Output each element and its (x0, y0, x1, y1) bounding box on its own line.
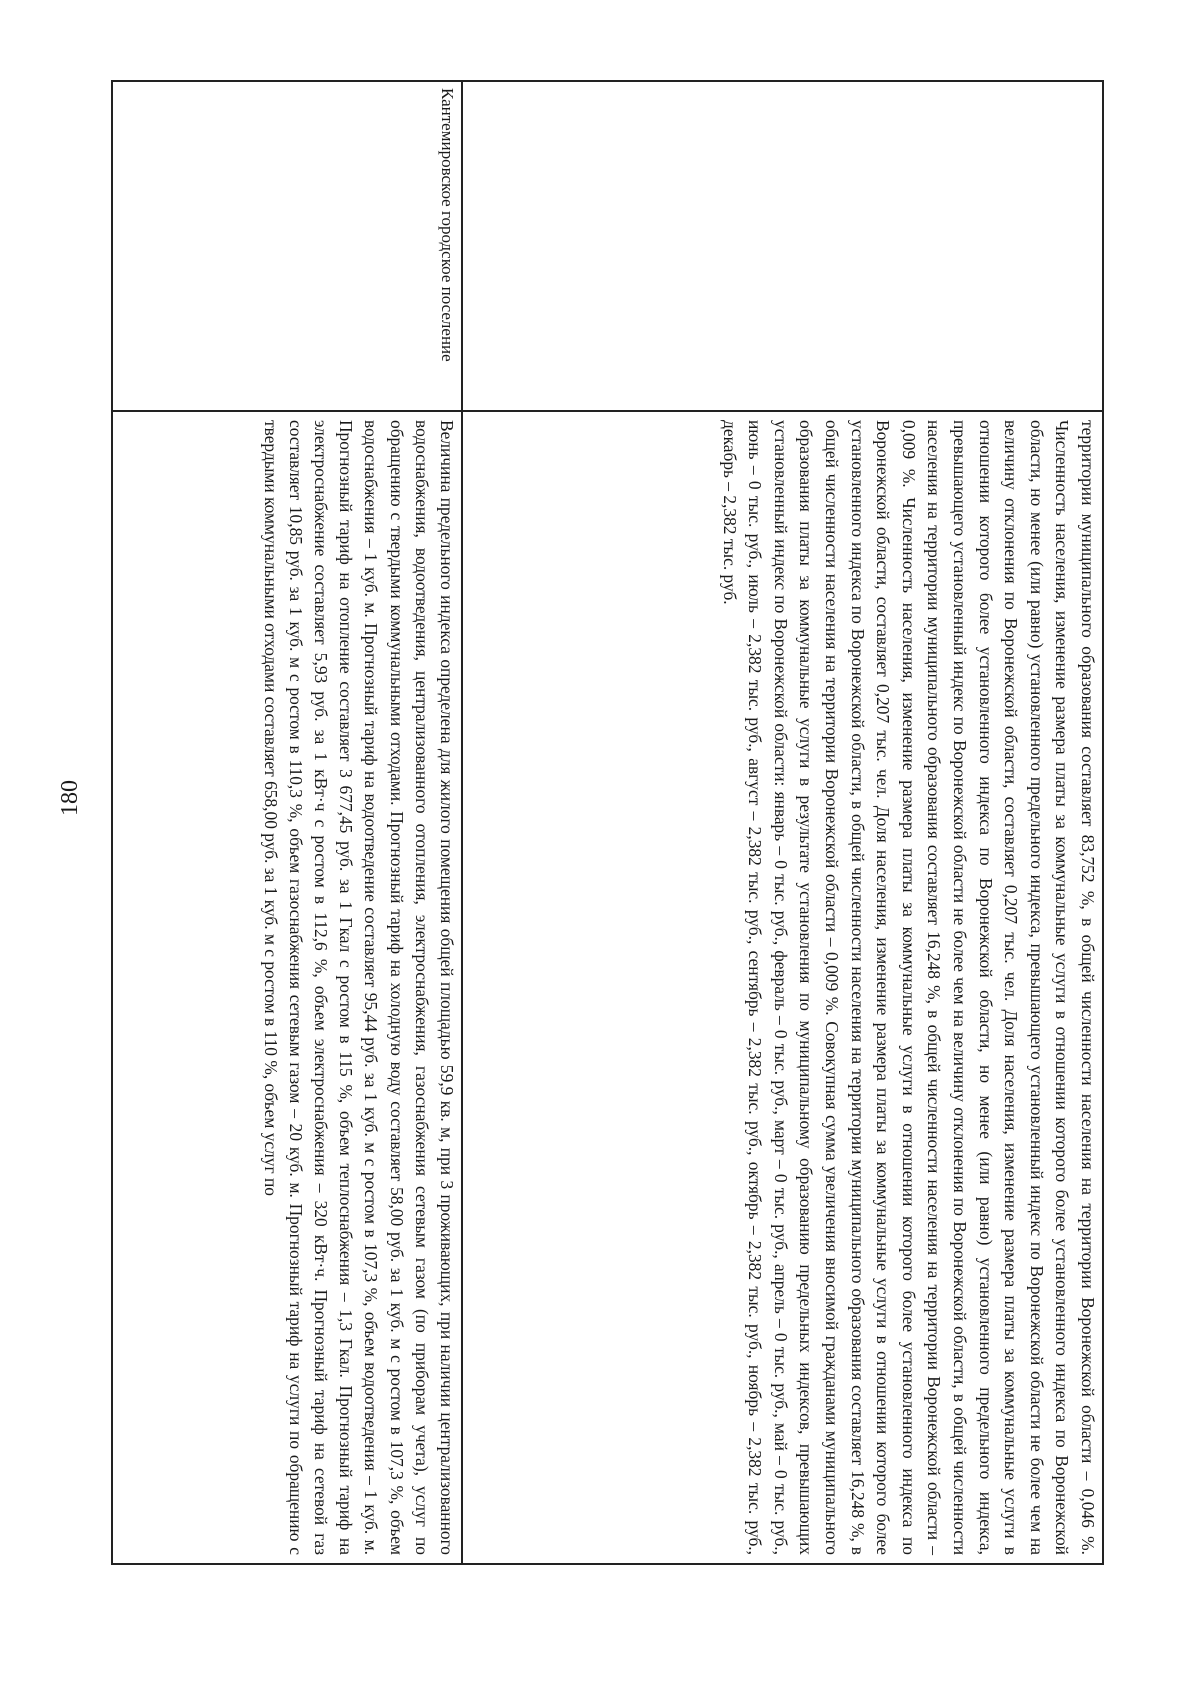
municipality-cell: Кантемировское городское поселение (113, 82, 461, 412)
table-row (113, 82, 461, 1563)
municipality-cell (463, 82, 1102, 412)
description-cell: территории муниципального образования составляет 83,752 %, в общей численности населения на территории Воронежской области – 0,046 %. Численность населения, изменение размера платы за коммунальные услуги в отношении которого более установленного индекса по Воронежской области, но менее (или равно) установленного предельного индекса, превышающего установленный индекс по Воронежской области не более чем на величину отклонения по Воронежской области, составляет 0,207 тыс. чел. Доля населения, изменение размера платы за коммунальные услуги в отношении которого более установленного индекса по Воронежской области, но менее (или равно) установленного предельного индекса, превышающего установленный индекс по Воронежской области не более чем на величину отклонения по Воронежской области, в общей численности населения на территории муниципального образования составляет 16,248 %, в общей численности населения на территории Воронежской области – 0,009 %. Численность населения, изменение размера платы за коммунальные услуги в отношении которого более установленного индекса по Воронежской области, составляет 0,207 тыс. чел. Доля населения, изменение размера платы за коммунальные услуги в отношении которого более установленного индекса по Воронежской области, в общей численности населения на территории муниципального образования составляет 16,248 %, в общей численности населения на территории Воронежской области – 0,009 %. Совокупная сумма увеличения вносимой гражданами муниципального образования платы за коммунальные услуги в результате установления по муниципальному образованию предельных индексов, превышающих установленный индекс по Воронежской области: январь – 0 тыс. руб., февраль – 0 тыс. руб., март – 0 тыс. руб., апрель – 0 тыс. руб., май – 0 тыс. руб., июнь – 0 тыс. руб., июль – 2,382 тыс. руб., август – 2,382 тыс. руб., сентябрь – 2,382 тыс. руб., октябрь – 2,382 тыс. руб., ноябрь – 2,382 тыс. руб., декабрь – 2,382 тыс. руб. (719, 420, 1098, 1555)
table-row (461, 82, 1102, 1563)
page-number: 180 (57, 780, 83, 816)
data-table (111, 80, 1104, 1565)
description-cell: Величина предельного индекса определена для жилого помещения общей площадью 59,9 кв. м, при 3 проживающих, при наличии централизованного водоснабжения, водоотведения, централизованного отопления, электроснабжения, газоснабжения сетевым газом (по приборам учета), услуг по обращению с твердыми коммунальными отходами. Прогнозный тариф на холодную воду составляет 58,00 руб. за 1 куб. м с ростом в 107,3 %, объем водоснабжения – 1 куб. м. Прогнозный тариф на водоотведение составляет 95,44 руб. за 1 куб. м с ростом в 107,3 %, объем водоотведения – 1 куб. м. Прогнозный тариф на отопление составляет 3 677,45 руб. за 1 Гкал с ростом в 115 %, объем теплоснабжения – 1,3 Гкал. Прогнозный тариф на электроснабжение составляет 5,93 руб. за 1 кВт·ч с ростом в 112,6 %, объем электроснабжения – 320 кВт·ч. Прогнозный тариф на сетевой газ составляет 10,85 руб. за 1 куб. м с ростом в 110,3 %, объем газоснабжения сетевым газом – 20 куб. м. Прогнозный тариф на услуги по обращению с твердыми коммунальными отходами составляет 658,00 руб. за 1 куб. м с ростом в 110 %, объем услуг по (260, 420, 457, 1555)
